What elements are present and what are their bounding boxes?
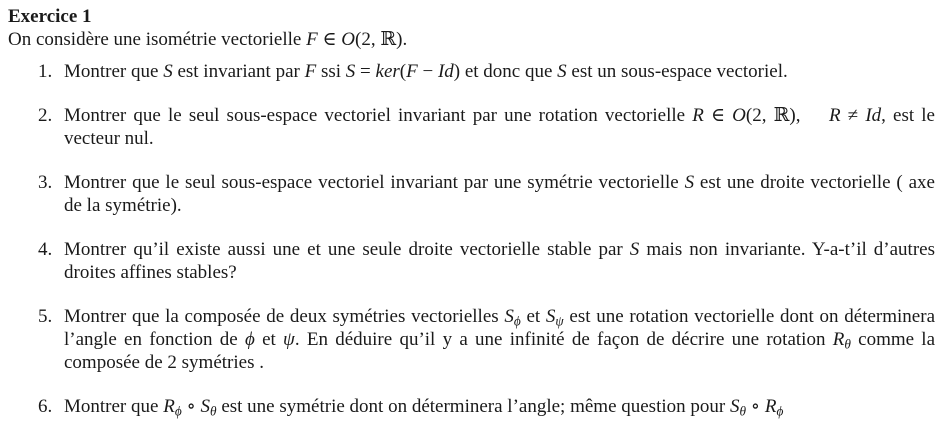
intro-line: On considère une isométrie vectorielle F ∈ O(2, ℝ). bbox=[8, 29, 408, 50]
item-number: 6. bbox=[38, 396, 53, 417]
item-number: 5. bbox=[38, 306, 53, 327]
exercise-item-1 bbox=[8, 60, 935, 83]
exercise-item-4 bbox=[8, 238, 935, 284]
item-number: 3. bbox=[38, 172, 53, 193]
item-text: Montrer qu’il existe aussi une et une seule droite vectorielle stable par S mais non invariante. Y-a-t’il d’autres droites affines stables? bbox=[64, 239, 935, 283]
exercise-item-3 bbox=[8, 171, 935, 217]
item-number: 2. bbox=[38, 105, 53, 126]
exercise-item-5 bbox=[8, 305, 935, 374]
exercise-item-2 bbox=[8, 104, 935, 150]
item-text: Montrer que le seul sous-espace vectoriel invariant par une rotation vectorielle R ∈ O(2, ℝ), R ≠ Id, est le vecteur nul. bbox=[64, 105, 935, 149]
item-text: Montrer que S est invariant par F ssi S = ker(F − Id) et donc que S est un sous-espace vectoriel. bbox=[64, 61, 788, 82]
exercise-item-6 bbox=[8, 395, 935, 418]
item-text: Montrer que $R_\phi$ ∘ $S_\theta$ est une symétrie dont on déterminera l’angle; même question pour $S_\theta$ ∘ $R_\phi$ bbox=[64, 396, 784, 419]
item-text: Montrer que le seul sous-espace vectoriel invariant par une symétrie vectorielle S est une droite vectorielle ( axe de la symétrie). bbox=[64, 172, 935, 216]
exercise-title: Exercice 1 bbox=[8, 6, 92, 27]
item-number: 1. bbox=[38, 61, 53, 82]
item-number: 4. bbox=[38, 239, 53, 260]
item-text: Montrer que la composée de deux symétries vectorielles $S_\phi$ et $S_\psi$ est une rotation vectorielle dont on déterminera l’angle en fonction de ϕ et ψ. En déduire qu’il y a une infinité de façon de décrire une rotation $R_\theta$ comme la composée de 2 symétries . bbox=[64, 306, 936, 373]
